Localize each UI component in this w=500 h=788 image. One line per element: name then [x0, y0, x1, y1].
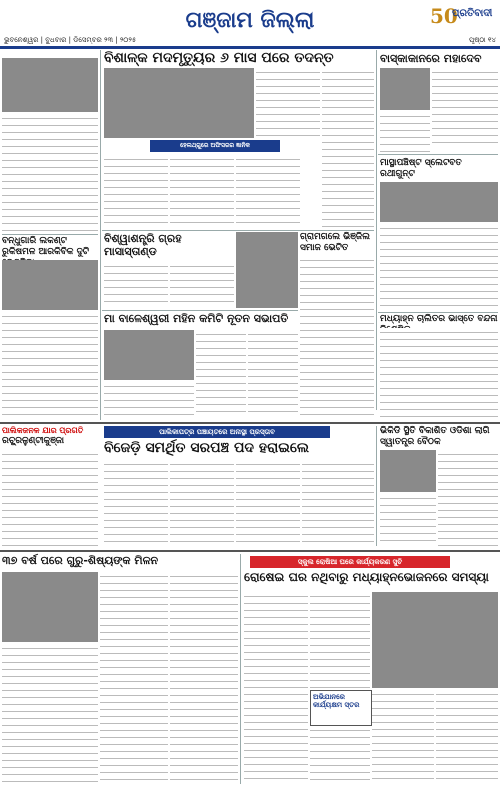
story-body: [2, 644, 98, 784]
story-headline: ରୋଷେଇ ଘର ନଥିବାରୁ ମଧ୍ୟାହ୍ନଭୋଜନରେ ସମସ୍ୟା: [244, 570, 489, 584]
newspaper-logo: [430, 4, 496, 26]
section-rule: [2, 234, 98, 235]
section-rule: [378, 312, 498, 313]
lead-body-5: [322, 68, 374, 228]
lead-body-2: [104, 155, 168, 225]
story-body: [380, 328, 498, 418]
story-body: [432, 68, 498, 148]
story-body: [300, 256, 374, 416]
story-headline: ମାସ୍ଥାପଞ୍ଚିଷ୍ଟ ସ୍ଲେଟବତ ରଥୀଗୁନ୍ଟ: [380, 158, 462, 179]
page-number: ପୃଷ୍ଠା ୧୪: [468, 36, 496, 44]
story-photo: [236, 232, 298, 308]
story-body: [236, 460, 300, 546]
column-divider: [376, 426, 377, 546]
story-body: [2, 450, 98, 546]
story-photo: [2, 58, 98, 112]
story-body: [302, 460, 374, 546]
story-body: [2, 312, 98, 420]
story-headline: ଗ୍ରାମଗଲେ ଭିଞ୍ଜିଲ ସମାଜ ଭେଟିତ: [300, 232, 370, 253]
story-body: [372, 690, 434, 784]
story-body: [436, 690, 498, 784]
logo-number: 50: [430, 4, 458, 28]
story-body: [104, 382, 194, 418]
masthead-rule: [0, 46, 500, 49]
story-body: [380, 224, 498, 310]
story-headline: ବନ୍ଧୁଗାରି ଲକଣ୍ଟ ରୁକିଷମଳ ଆରକିବିକ ଦୁଟି: [2, 236, 90, 257]
section-rule: [102, 310, 298, 311]
story-headline: ମଧ୍ୟାହ୍ନ ଚାଲିତର ଭାସ୍ତେ ବନ୍ଦନା: [380, 314, 498, 324]
date-text: ଭୁବନେଶ୍ୱର | ବୁଧବାର | ଡିସେମ୍ବର ୨୩ | ୨୦୨୫: [4, 36, 137, 44]
story-body: [104, 262, 168, 308]
lead-body-3: [170, 155, 234, 225]
story-body: [380, 494, 436, 546]
section-title: ଗଞ୍ଜାମ ଜିଲ୍ଲା: [185, 7, 315, 33]
lead-photo: [104, 68, 254, 138]
dateline: [0, 34, 500, 46]
story-body: [170, 262, 234, 308]
story-headline: ଭିକିଡି ସ୍ଥିତି ବିକାଶିତ ଓଡିଶା ଲାଗି ସ୍ୱାତନ୍ତ୍ର ବୈଠକ: [380, 426, 490, 447]
story-headline: ବିଜେଡ଼ି ସମର୍ଥିତ ସରପଞ୍ଚ ପଦ ହରାଇଲେ: [104, 440, 310, 456]
column-divider: [376, 50, 377, 410]
story-photo: [372, 592, 498, 688]
story-body: [380, 112, 430, 152]
story-kicker: ପାଲିକାପତ୍ର ପଞ୍ଚାୟତରେ ଅନାସ୍ଥା ପ୍ରସ୍ତାବ: [104, 426, 330, 438]
story-headline: ରଚ୍ଛ୍ରଳୁଣ୍ଟୀକୁଞ୍ଜା: [2, 436, 65, 446]
story-body: [170, 572, 238, 784]
story-photo: [380, 182, 498, 222]
lead-headline: ବିଶାଳ୍କ ମଦମୃତ୍ୟୁର ୬ ମାସ ପରେ ତଦନ୍ତ: [104, 50, 334, 66]
story-body: [248, 330, 298, 418]
band-rule: [0, 550, 500, 552]
band-rule: [0, 422, 500, 424]
story-box: [310, 690, 372, 726]
story-headline: ବିଶ୍ୱାଶନ୍ତ୍ରି ଗ୍ରହ ମାସାସ୍ତାଣ୍ଡ: [104, 232, 182, 259]
story-body: [438, 450, 498, 546]
story-kicker: ପାଲିକଜନଳ ଯାର ପ୍ରଗତି: [2, 426, 84, 435]
story-body: [104, 460, 168, 546]
section-rule: [378, 154, 498, 155]
story-body: [170, 460, 234, 546]
story-headline: ମା ବାଳେଶ୍ୱରୀ ମହିନ କମିଟି ନୂତନ ସଭାପତି: [104, 312, 289, 325]
box-headline: ଅଭିଯାନରେ କାର୍ଯ୍ୟକ୍ଷମ ସ୍ତର: [313, 693, 360, 710]
lead-body-4: [236, 155, 300, 225]
story-photo: [380, 450, 436, 492]
story-kicker: ସ୍କୁଲ ରୋଷିଆ ଘରେ କାର୍ଯ୍ୟକରଣ ସୁଚି: [250, 556, 450, 568]
story-body: [244, 592, 308, 784]
story-headline: ବାସ୍କାକାନରେ ମହାଦେବ: [380, 52, 482, 65]
story-headline: ୩୭ ବର୍ଷ ପରେ ଗୁରୁ-ଶିଷ୍ୟଙ୍କ ମିଳନ: [2, 554, 159, 567]
story-photo: [2, 260, 98, 310]
story-photo: [380, 68, 430, 110]
logo-name: ପ୍ରତିବାଦୀ: [452, 8, 493, 19]
section-rule: [102, 230, 374, 231]
story-photo: [2, 572, 98, 642]
story-body: [2, 114, 98, 232]
story-body: [100, 572, 168, 784]
story-body: [310, 592, 370, 688]
story-photo: [104, 330, 194, 380]
column-divider: [100, 50, 101, 420]
lead-caption: ହେଲଥ୍‌ଗୁରେ ଅଫିସରର ଜ୍ଞାନିକ: [150, 140, 280, 152]
lead-body-1: [256, 68, 320, 138]
column-divider: [240, 554, 241, 784]
story-body: [196, 330, 246, 418]
story-body: [310, 726, 370, 784]
